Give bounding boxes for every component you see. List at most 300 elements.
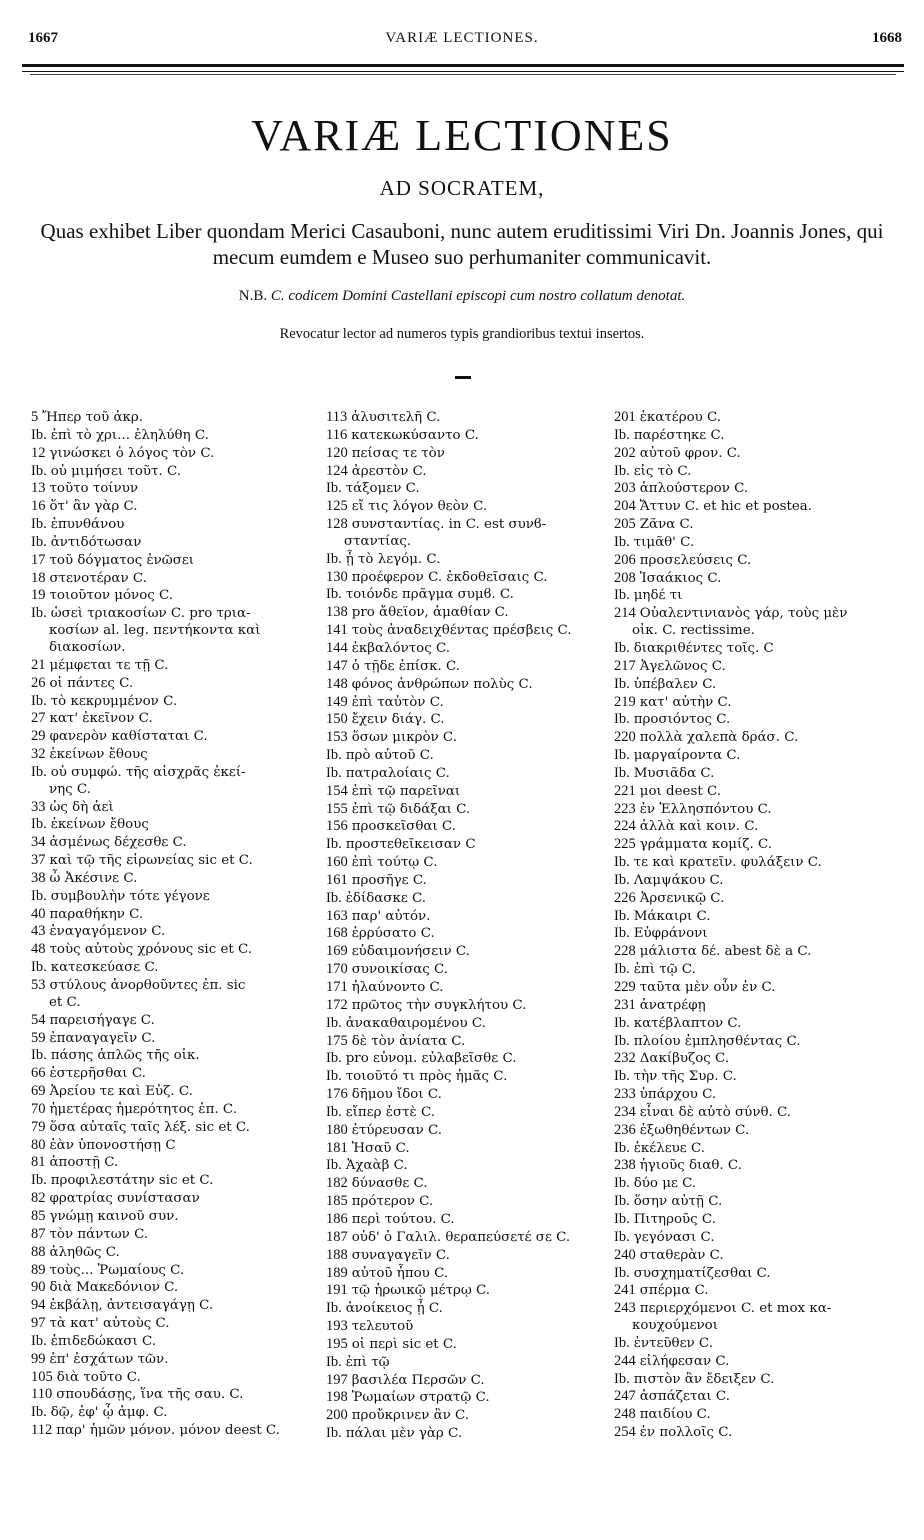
reading-text: ἐρρύσατο C.	[351, 926, 435, 942]
reading-continuation: σταντίας.	[344, 533, 412, 549]
page-number-left: 1667	[28, 30, 58, 46]
reading-number: Ib.	[614, 533, 630, 550]
reading-number: 229	[614, 979, 636, 995]
reading-text: ἐπὶ τούτῳ C.	[351, 855, 438, 871]
reading-text: ἐπυνθάνου	[50, 517, 125, 533]
page-title: VARIÆ LECTIONES	[251, 111, 673, 160]
reading-line	[614, 1015, 914, 1033]
reading-line	[614, 908, 914, 926]
reading-line	[614, 1406, 914, 1424]
reading-line	[614, 1122, 914, 1140]
reading-line	[614, 1193, 914, 1211]
reading-line	[326, 445, 610, 463]
reading-text: στενοτέραν C.	[49, 570, 147, 586]
reading-text: Ἀρσενικῷ C.	[639, 890, 725, 906]
reading-number: Ib.	[326, 480, 342, 497]
reading-line	[614, 516, 914, 534]
reading-text: ἐπιδεδώκασι C.	[50, 1333, 157, 1349]
reading-line	[31, 1047, 315, 1065]
reading-number: Ib.	[31, 816, 47, 833]
reading-number: 180	[326, 1121, 348, 1138]
reading-text: διακριθέντες τοῖς. C	[633, 640, 774, 656]
reading-text: ἀρεστὸν C.	[351, 463, 427, 479]
reading-text: καὶ τῷ τῆς εἰρωνείας sic et C.	[49, 853, 253, 869]
reading-number: 21	[31, 656, 46, 673]
reading-text: οὐ μιμήσει τοῦτ. C.	[50, 463, 181, 479]
header-rule-thin	[30, 74, 896, 75]
reading-text: βασιλέα Περσῶν C.	[351, 1372, 485, 1388]
reading-line	[614, 961, 914, 979]
reading-text: ἐντεῦθεν C.	[633, 1335, 713, 1351]
reading-line	[326, 1068, 610, 1086]
reading-number: Ib.	[614, 907, 630, 924]
reading-number: Ib.	[326, 1300, 342, 1317]
reading-text: συνσταντίας. in C. est συνϐ-	[351, 517, 547, 533]
reading-text: συνοικίσας C.	[351, 962, 449, 978]
reading-number: Ib.	[31, 692, 47, 709]
reading-line	[326, 427, 610, 445]
reading-line	[326, 640, 610, 658]
reading-line	[31, 1226, 315, 1244]
reading-line	[614, 1050, 914, 1068]
reading-line	[31, 516, 315, 534]
reading-number: 175	[326, 1032, 348, 1049]
reading-text: προσιόντος C.	[633, 712, 731, 728]
reading-text: τῷ ἡρωικῷ μέτρῳ C.	[351, 1283, 491, 1299]
reading-line	[614, 1086, 914, 1104]
reading-text: παρ' αὐτόν.	[351, 908, 431, 924]
reading-number: 189	[326, 1264, 348, 1281]
reading-number: Ib.	[31, 1172, 47, 1189]
reading-continuation: νης C.	[49, 781, 91, 797]
reading-line	[614, 1388, 914, 1406]
reading-text: οὐ συμφώ. τῆς αἰσχρᾶς ἐκεί-	[50, 764, 246, 780]
reading-line	[326, 463, 610, 481]
reading-line	[326, 979, 610, 997]
reading-text: πρῶτος τὴν συγκλήτου C.	[351, 997, 527, 1013]
reading-text: εἰς τὸ C.	[633, 463, 692, 479]
reading-text: Μυσιᾶδα C.	[633, 765, 715, 781]
reading-text: ὅτ' ἂν γὰρ C.	[49, 499, 138, 515]
reading-text: Οὐαλεντινιανὸς γάρ, τοὺς μὲν	[639, 606, 848, 622]
reading-line	[31, 1208, 315, 1226]
reading-text: τοιοῦτό τι πρὸς ἡμᾶς C.	[345, 1069, 508, 1085]
reading-text: πλοίου ἐμπλησθέντας C.	[633, 1033, 801, 1049]
reading-number: Ib.	[31, 887, 47, 904]
reading-text: ὅσων μικρὸν C.	[351, 730, 457, 746]
reading-number: Ib.	[326, 1157, 342, 1174]
reading-continuation: et C.	[49, 994, 81, 1010]
reading-text: πάλαι μὲν γὰρ C.	[345, 1426, 463, 1442]
reading-line	[614, 534, 914, 552]
column-1	[31, 409, 315, 1440]
reading-line	[326, 409, 610, 427]
reading-number: 170	[326, 961, 348, 978]
reading-text: προέφερον C. ἐκδοθεῖσαις C.	[351, 569, 548, 585]
reading-line	[31, 1065, 315, 1083]
reading-number: Ib.	[326, 836, 342, 853]
reading-text: ἐὰν ὑπονοστήσῃ C	[49, 1137, 176, 1153]
reading-line	[31, 1422, 315, 1440]
reading-text: μοι deest C.	[639, 783, 721, 799]
note-text: C. codicem Domini Castellani episcopi cum nostro collatum denotat.	[270, 288, 686, 304]
reading-number: Ib.	[614, 1334, 630, 1351]
reading-text: ἀνατρέφῃ	[639, 997, 706, 1013]
reading-text: ἀποστῇ C.	[49, 1155, 119, 1171]
reading-line	[614, 747, 914, 765]
reading-line	[31, 888, 315, 906]
reading-line	[326, 1175, 610, 1193]
reading-line	[326, 569, 610, 587]
reading-text: προσελεύσεις C.	[639, 552, 752, 568]
reading-line	[614, 1318, 914, 1335]
reading-number: 181	[326, 1139, 348, 1156]
reading-number: 144	[326, 639, 348, 656]
reading-line	[614, 765, 914, 783]
reading-number: 19	[31, 587, 46, 604]
reading-text: ἐκείνων ἔθους	[50, 817, 149, 833]
reading-text: τοιοῦτον μόνος C.	[49, 588, 174, 604]
reading-line	[614, 1175, 914, 1193]
reading-line	[326, 801, 610, 819]
reading-line	[31, 463, 315, 481]
reading-number: 110	[31, 1386, 53, 1403]
running-title: VARIÆ LECTIONES.	[385, 30, 539, 46]
reading-line	[31, 941, 315, 959]
reading-text: γεγόνασι C.	[633, 1229, 715, 1245]
reading-text: ἐκέλευε C.	[633, 1140, 705, 1156]
reading-text: μηδέ τι	[633, 588, 683, 604]
reading-number: 59	[31, 1029, 46, 1046]
reading-text: προσκεῖσθαι C.	[351, 819, 456, 835]
reading-number: 26	[31, 674, 46, 691]
reading-line	[614, 623, 914, 640]
reading-text: pro εὐνομ. εὐλαβεῖσθε C.	[345, 1051, 517, 1067]
reading-text: Ἀχαὰβ C.	[345, 1158, 408, 1174]
reading-text: σπέρμα C.	[639, 1283, 709, 1299]
reading-text: ὦ Ἀκέσινε C.	[49, 870, 138, 886]
reading-text: Μάκαιρι C.	[633, 908, 711, 924]
reading-line	[326, 908, 610, 926]
reading-text: ὅσα αὐταῖς ταῖς λέξ. sic et C.	[49, 1119, 250, 1135]
reading-number: Ib.	[31, 763, 47, 780]
reading-line	[614, 676, 914, 694]
reading-line	[614, 498, 914, 516]
reading-text: γνώμῃ καινοῦ συν.	[49, 1208, 179, 1224]
reading-line	[326, 1318, 610, 1336]
reading-text: ἐπὶ ταὐτὸν C.	[351, 694, 444, 710]
reading-text: Ἡσαῦ C.	[351, 1140, 410, 1156]
reading-text: ἀληθῶς C.	[49, 1244, 120, 1260]
reading-line	[326, 622, 610, 640]
reading-line	[326, 872, 610, 890]
reading-text: ἐν πολλοῖς C.	[639, 1425, 733, 1441]
reading-number: 232	[614, 1050, 636, 1067]
reading-number: 220	[614, 729, 636, 746]
reading-line	[31, 977, 315, 995]
reading-line	[326, 1229, 610, 1247]
reading-text: πατραλοίαις C.	[345, 765, 450, 781]
reading-text: ἀλυσιτελῆ C.	[351, 410, 441, 425]
reading-line	[326, 854, 610, 872]
reading-line	[31, 799, 315, 817]
reading-line	[31, 728, 315, 746]
reading-number: 90	[31, 1279, 46, 1296]
reading-number: 87	[31, 1225, 46, 1242]
reading-line	[326, 747, 610, 765]
reading-line	[31, 409, 315, 427]
reading-number: 214	[614, 605, 636, 622]
reading-line	[614, 640, 914, 658]
reading-line	[31, 480, 315, 498]
reading-text: ἔχειν διάγ. C.	[351, 712, 445, 728]
reading-number: 204	[614, 498, 636, 515]
reading-number: 141	[326, 622, 348, 639]
reading-line	[614, 409, 914, 427]
reading-number: Ib.	[326, 1068, 342, 1085]
reading-line	[614, 1335, 914, 1353]
reading-number: 112	[31, 1422, 53, 1439]
reading-line	[614, 801, 914, 819]
reading-line	[31, 570, 315, 588]
note-line	[0, 288, 924, 305]
reading-number: Ib.	[31, 605, 47, 622]
reading-line	[31, 782, 315, 799]
reading-number: 195	[326, 1335, 348, 1352]
reading-text: οἱ πάντες C.	[49, 675, 134, 691]
reading-text: προστεθεῖκεισαν C	[345, 837, 476, 853]
reading-text: σταθερὰν C.	[639, 1247, 724, 1263]
reading-number: 147	[326, 657, 348, 674]
reading-number: Ib.	[326, 747, 342, 764]
reading-number: Ib.	[614, 961, 630, 978]
reading-text: Ζᾶνα C.	[639, 517, 694, 533]
reading-text: τοὺς αὐτοὺς χρόνους sic et C.	[49, 942, 253, 958]
reading-text: διὰ τοῦτο C.	[56, 1369, 141, 1385]
reading-number: Ib.	[614, 1210, 630, 1227]
reading-number: 247	[614, 1388, 636, 1405]
reading-line	[614, 463, 914, 481]
reading-line	[31, 1012, 315, 1030]
reading-line	[326, 1407, 610, 1425]
reading-text: φρατρίας συνίστασαν	[49, 1191, 200, 1207]
reading-line	[326, 711, 610, 729]
reading-number: 124	[326, 462, 348, 479]
page-number-right: 1668	[872, 30, 902, 46]
reading-number: 88	[31, 1243, 46, 1260]
reading-line	[31, 657, 315, 675]
reading-number: 155	[326, 800, 348, 817]
reading-number: 138	[326, 604, 348, 621]
running-head	[22, 30, 902, 52]
reading-number: Ib.	[614, 1228, 630, 1245]
reading-text: ἀσμένως δέχεσθε C.	[49, 835, 187, 851]
reading-line	[31, 445, 315, 463]
reading-text: στύλους ἀνορθοῦντες ἐπ. sic	[49, 978, 246, 993]
reading-number: 241	[614, 1282, 636, 1299]
reading-line	[614, 1104, 914, 1122]
reading-number: 228	[614, 943, 636, 960]
reading-text: Εὐφράνονι	[633, 926, 708, 942]
reading-text: φόνος ἀνθρώπων πολὺς C.	[351, 676, 533, 692]
reading-text: εἰλήφεσαν C.	[639, 1353, 730, 1369]
reading-number: Ib.	[614, 711, 630, 728]
reading-line	[326, 1282, 610, 1300]
reading-line	[31, 816, 315, 834]
reading-number: 53	[31, 977, 46, 993]
reading-text: εἶναι δὲ αὐτὸ σύνθ. C.	[639, 1104, 792, 1120]
reading-number: 149	[326, 693, 348, 710]
reading-number: Ib.	[614, 1014, 630, 1031]
reading-text: ἐπὶ τῷ παρεῖναι	[351, 783, 461, 799]
reading-text: γινώσκει ὁ λόγος τὸν C.	[49, 445, 215, 461]
reading-text: δύνασθε C.	[351, 1176, 428, 1192]
reading-number: 219	[614, 693, 636, 710]
reading-line	[614, 854, 914, 872]
reading-line	[614, 1371, 914, 1389]
reading-line	[31, 870, 315, 888]
reading-line	[31, 852, 315, 870]
reading-number: 16	[31, 498, 46, 515]
reading-continuation: οἰκ. C. rectissime.	[632, 623, 755, 639]
reading-text: ἡγιοῦς διαθ. C.	[639, 1158, 742, 1174]
reading-number: 54	[31, 1011, 46, 1028]
reading-text: ᾗ τὸ λεγόμ. C.	[345, 551, 441, 567]
reading-text: Ἰσαάκιος C.	[639, 570, 722, 586]
reading-line	[326, 1140, 610, 1158]
reading-number: Ib.	[614, 639, 630, 656]
reading-line	[614, 427, 914, 445]
reading-line	[31, 693, 315, 711]
reading-text: ἀσπάζεται C.	[639, 1389, 730, 1405]
reading-text: παιδίου C.	[639, 1407, 711, 1423]
reading-number: 191	[326, 1282, 348, 1299]
reading-number: 130	[326, 568, 348, 585]
reading-line	[326, 1015, 610, 1033]
reading-text: pro ἄθεϊον, ἀμαθίαν C.	[351, 605, 509, 621]
reading-text: τοῦ δόγματος ἑνῶσει	[49, 552, 195, 568]
reading-number: 18	[31, 569, 46, 586]
reading-line	[31, 534, 315, 552]
reading-number: 233	[614, 1086, 636, 1103]
reading-number: 150	[326, 711, 348, 728]
reading-number: 97	[31, 1315, 46, 1332]
reading-line	[614, 1353, 914, 1371]
reading-line	[614, 711, 914, 729]
reading-line	[614, 1140, 914, 1158]
reading-line	[31, 1297, 315, 1315]
reading-line	[31, 1083, 315, 1101]
reading-line	[326, 1122, 610, 1140]
reading-text: ἀνακαθαιρομένου C.	[345, 1015, 486, 1031]
reading-number: Ib.	[31, 959, 47, 976]
reading-text: αὐτοῦ ἧπου C.	[351, 1265, 449, 1281]
reading-line	[31, 498, 315, 516]
reading-number: Ib.	[31, 516, 47, 533]
reading-line	[614, 890, 914, 908]
reading-text: ἀλλὰ καὶ κοιν. C.	[639, 819, 759, 835]
reading-text: ἁπλούστερον C.	[639, 481, 749, 497]
reading-text: πολλὰ χαλεπὰ δράσ. C.	[639, 730, 799, 746]
reading-line	[326, 551, 610, 569]
reading-text: συναγαγεῖν C.	[351, 1247, 450, 1263]
reading-text: συσχηματίζεσθαι C.	[633, 1265, 771, 1281]
reading-number: Ib.	[326, 764, 342, 781]
reading-text: ἐξωθηθέντων C.	[639, 1122, 750, 1138]
reading-line	[31, 1279, 315, 1297]
reading-text: αὐτοῦ φρον. C.	[639, 445, 741, 461]
reading-line	[614, 1247, 914, 1265]
reading-text: μάλιστα δέ. abest δὲ a C.	[639, 944, 812, 960]
reading-text: παρ' ἡμῶν μόνον. μόνον deest C.	[56, 1423, 280, 1439]
reading-text: Ἤπερ τοῦ ἀκρ.	[42, 410, 144, 425]
reading-number: 94	[31, 1297, 46, 1314]
reading-line	[614, 943, 914, 961]
column-3	[614, 409, 914, 1442]
reading-number: 116	[326, 426, 348, 443]
reading-line	[31, 1137, 315, 1155]
reading-number: 198	[326, 1389, 348, 1406]
revocatur-line: Revocatur lector ad numeros typis grandioribus textui insertos.	[279, 326, 645, 342]
reading-number: Ib.	[326, 1353, 342, 1370]
reading-text: τοιόνδε πρᾶγμα συμϐ. C.	[345, 587, 514, 603]
reading-text: τοὺς... Ῥωμαίους C.	[49, 1262, 185, 1278]
reading-line	[31, 1244, 315, 1262]
reading-line	[614, 658, 914, 676]
reading-number: Ib.	[31, 426, 47, 443]
reading-number: 37	[31, 852, 46, 869]
reading-line	[31, 764, 315, 782]
reading-line	[31, 552, 315, 570]
reading-number: 148	[326, 675, 348, 692]
page-subtitle: AD SOCRATEM,	[379, 176, 545, 200]
reading-number: 193	[326, 1318, 348, 1335]
reading-number: 79	[31, 1118, 46, 1135]
reading-line	[326, 1193, 610, 1211]
reading-number: 69	[31, 1083, 46, 1100]
reading-number: 223	[614, 800, 636, 817]
reading-number: 176	[326, 1086, 348, 1103]
reading-text: συμβουλὴν τότε γέγονε	[50, 888, 210, 904]
reading-number: 125	[326, 498, 348, 515]
reading-line	[326, 783, 610, 801]
reading-line	[326, 480, 610, 498]
reading-text: τοὺς ἀναδειχθέντας πρέσβεις C.	[351, 623, 572, 639]
reading-text: κατέβλαπτον C.	[633, 1015, 742, 1031]
reading-number: 188	[326, 1246, 348, 1263]
reading-number: 234	[614, 1103, 636, 1120]
reading-text: φανερὸν καθίσταται C.	[49, 729, 208, 745]
reading-line	[614, 1229, 914, 1247]
reading-text: ἐπαναγαγεῖν C.	[49, 1030, 156, 1046]
reading-number: 163	[326, 907, 348, 924]
reading-line	[326, 1300, 610, 1318]
reading-line	[326, 1425, 610, 1443]
reading-number: Ib.	[326, 550, 342, 567]
reading-text: παραθήκην C.	[49, 906, 144, 922]
reading-continuation: κοσίων al. leg. πεντήκοντα καὶ	[49, 623, 261, 639]
reading-text: μαργαίροντα C.	[633, 748, 741, 764]
reading-text: ἐν Ἑλλησπόντου C.	[639, 801, 772, 817]
reading-line	[326, 534, 610, 551]
reading-number: Ib.	[614, 587, 630, 604]
reading-number: 105	[31, 1368, 53, 1385]
reading-number: 38	[31, 869, 46, 886]
reading-line	[326, 604, 610, 622]
reading-number: Ib.	[614, 925, 630, 942]
reading-line	[614, 445, 914, 463]
reading-text: δῷ, ἐφ' ᾧ ἀμφ. C.	[50, 1405, 168, 1421]
